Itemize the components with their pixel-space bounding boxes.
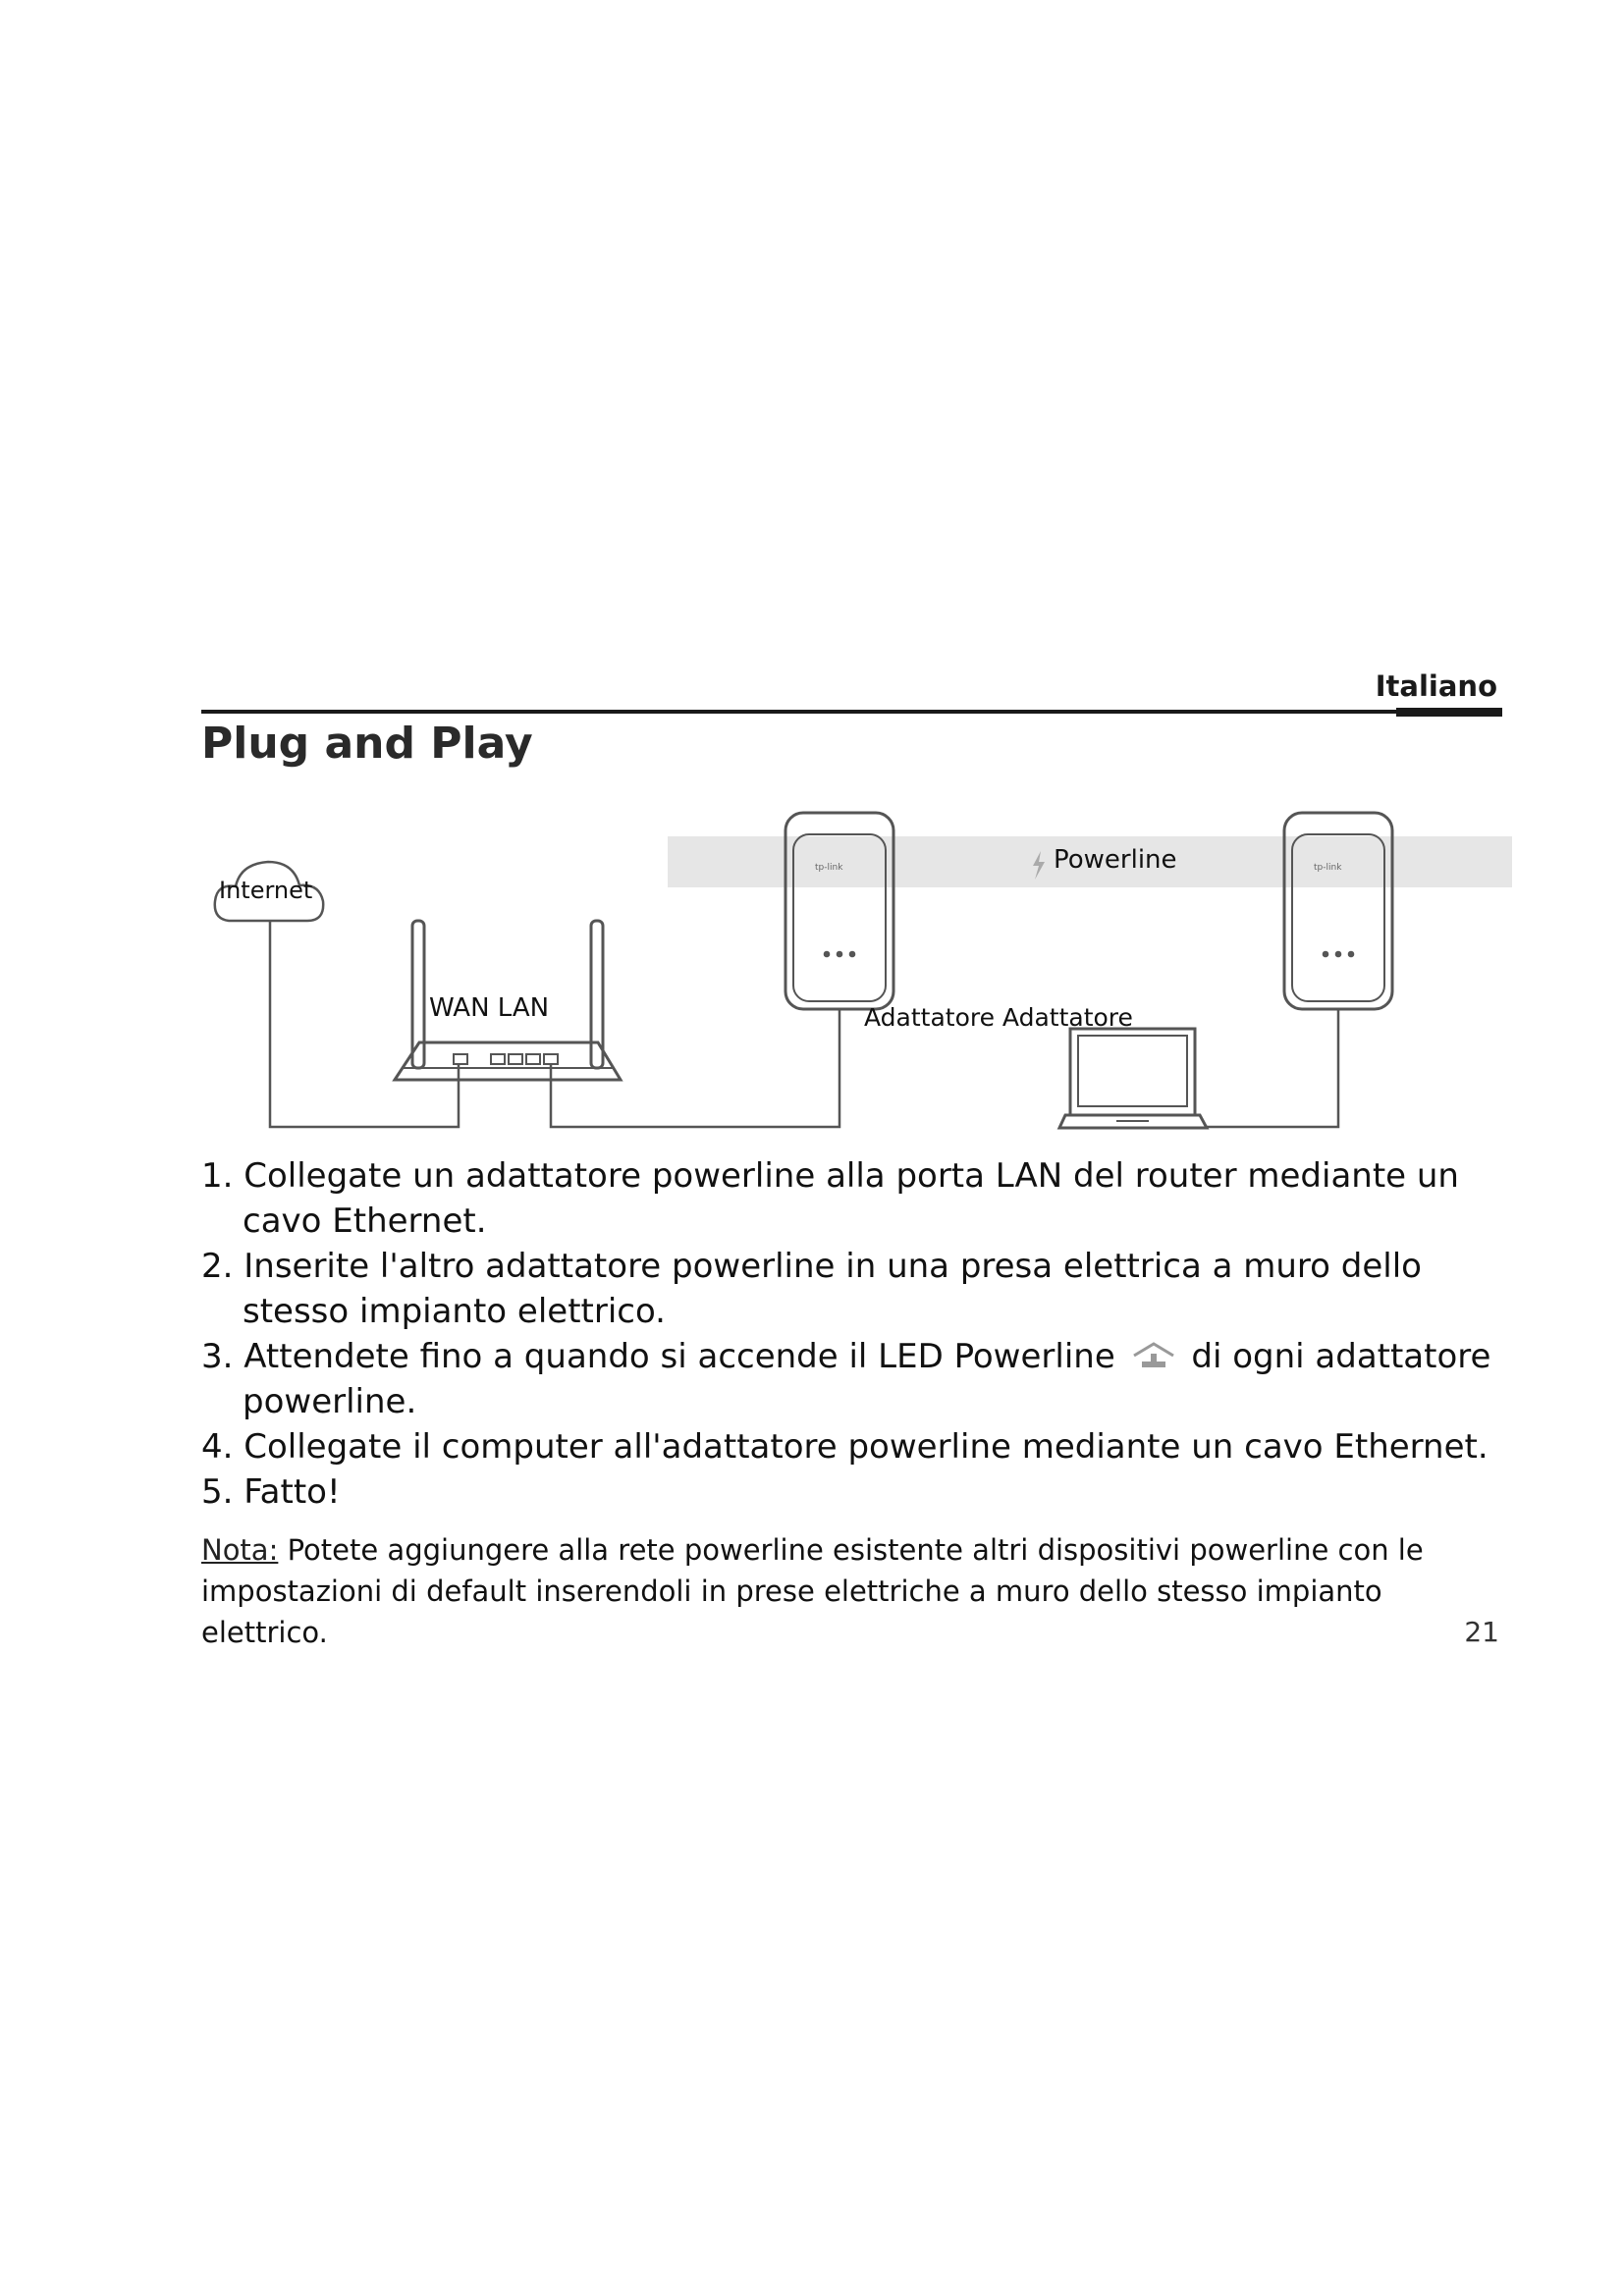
step-2: 2. Inserite l'altro adattatore powerline in una presa elettrica a muro dello stesso impianto elettrico. bbox=[201, 1247, 1422, 1331]
router-ports-label: WAN LAN bbox=[429, 993, 550, 1023]
language-label: Italiano bbox=[1375, 669, 1497, 703]
laptop-icon bbox=[1059, 1029, 1207, 1128]
diagram-drawing bbox=[201, 793, 1517, 1142]
powerline-label: Powerline bbox=[1054, 845, 1177, 875]
step-3-text-before: 3. Attendete fino a quando si accende il LED Powerline bbox=[201, 1337, 1115, 1376]
ethernet-cables bbox=[270, 921, 1338, 1127]
setup-steps bbox=[201, 1153, 1517, 1515]
powerline-led-icon bbox=[1126, 1338, 1181, 1373]
step-3-text-after: di ogni adattatore powerline. bbox=[243, 1337, 1491, 1421]
internet-label: Internet bbox=[219, 877, 313, 904]
step-3 bbox=[201, 1334, 1517, 1424]
header-rule bbox=[201, 710, 1502, 714]
adapter-1-logo: tp-link bbox=[815, 863, 843, 873]
note-label: Nota: bbox=[201, 1533, 279, 1567]
note-text: Potete aggiungere alla rete powerline esistente altri dispositivi powerline con le impostazioni di default inserendoli in prese elettriche a muro dello stesso impianto elettrico. bbox=[201, 1533, 1424, 1649]
step-5: 5. Fatto! bbox=[201, 1472, 341, 1512]
page-title: Plug and Play bbox=[201, 719, 533, 769]
network-diagram bbox=[201, 793, 1517, 1142]
adapter-2-logo: tp-link bbox=[1314, 863, 1342, 873]
page-number: 21 bbox=[1464, 1616, 1499, 1648]
step-4: 4. Collegate il computer all'adattatore powerline mediante un cavo Ethernet. bbox=[201, 1427, 1489, 1467]
step-1: 1. Collegate un adattatore powerline alla porta LAN del router mediante un cavo Ethernet. bbox=[201, 1156, 1459, 1241]
note bbox=[201, 1529, 1512, 1653]
adapter-labels: Adattatore Adattatore bbox=[864, 1003, 1133, 1032]
